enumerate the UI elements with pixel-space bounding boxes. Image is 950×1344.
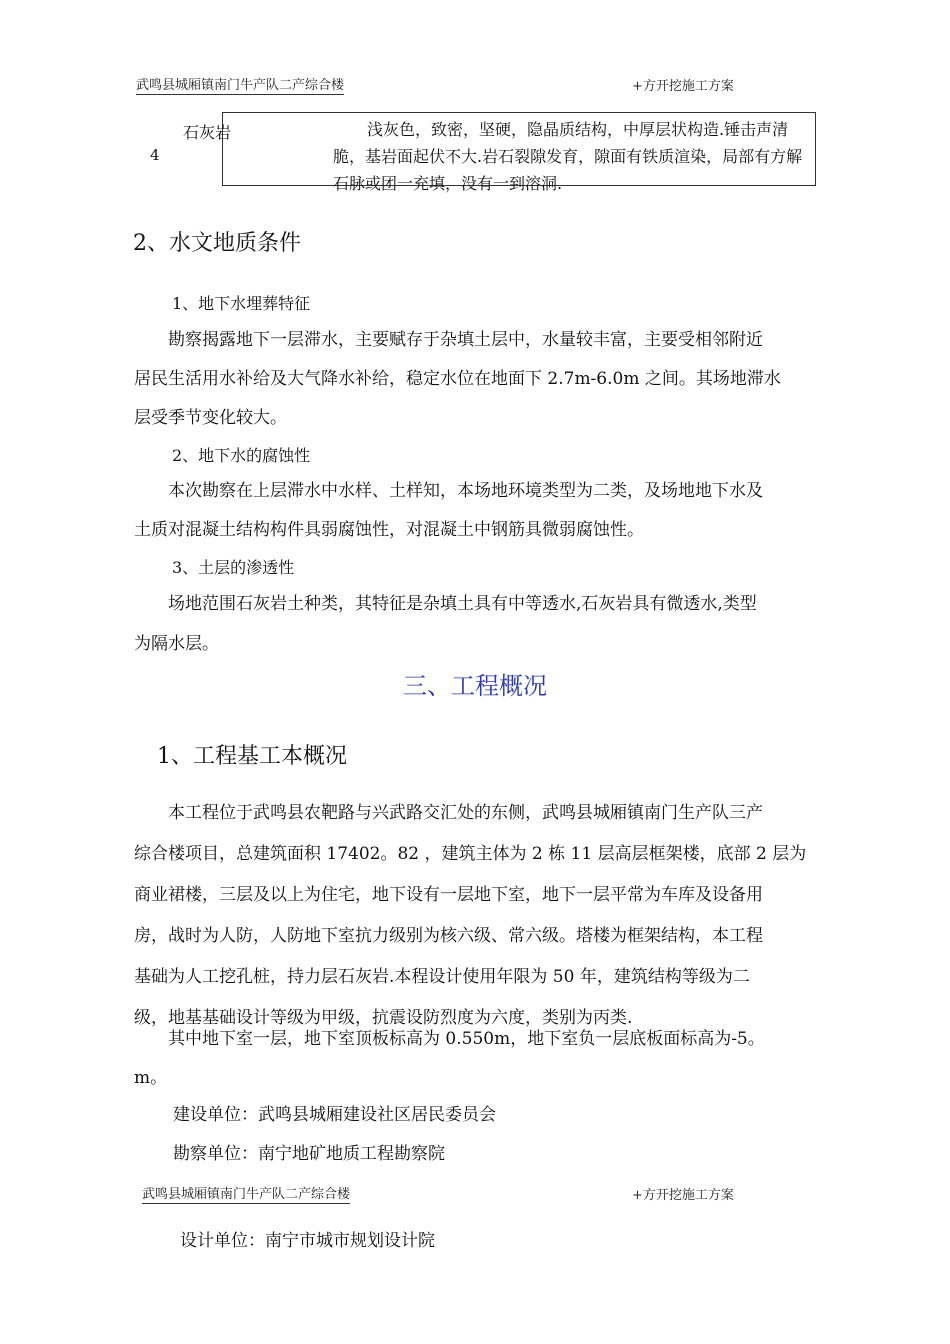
paragraph-line: 商业裙楼，三层及以上为住宅，地下设有一层地下室，地下一层平常为车库及设备用 — [134, 885, 763, 905]
paragraph-line: 本工程位于武鸣县农靶路与兴武路交汇处的东侧，武鸣县城厢镇南门生产队三产 — [134, 803, 763, 823]
overview-paragraph-1 — [134, 793, 824, 1039]
rock-number: 4 — [150, 146, 160, 164]
paragraph-line: 为隔水层。 — [134, 634, 219, 654]
running-header-project: 武鸣县城厢镇南门牛产队二产综合楼 — [142, 1183, 350, 1204]
paragraph-line: 其中地下室一层，地下室顶板标高为 0.550m，地下室负一层底板面标高为-5。 — [134, 1029, 765, 1049]
paragraph-line: 勘察揭露地下一层滞水，主要赋存于杂填土层中，水量较丰富，主要受相邻附近 — [134, 330, 763, 350]
overview-heading: 1、工程基工本概况 — [157, 744, 347, 769]
section-title: 三、工程概况 — [403, 672, 547, 700]
design-unit: 设计单位：南宁市城市规划设计院 — [180, 1231, 435, 1251]
paragraph-line: 层受季节变化较大。 — [134, 408, 287, 428]
paragraph-line: 基础为人工挖孔桩，持力层石灰岩.本程设计使用年限为 50 年，建筑结构等级为二 — [134, 967, 750, 987]
paragraph-line: 居民生活用水补给及大气降水补给，稳定水位在地面下 2.7m-6.0m 之间。其场地滞水 — [134, 369, 781, 389]
hydro-s1-title: 1、地下水埋葬特征 — [172, 294, 311, 313]
rock-description-line: 脆，基岩面起伏不大.岩石裂隙发育，隙面有铁质渲染，局部有方解 — [333, 147, 803, 166]
hydro-s2-paragraph — [134, 472, 824, 550]
paragraph-line: m。 — [134, 1068, 168, 1088]
hydro-heading: 2、水文地质条件 — [133, 231, 301, 256]
rock-description — [333, 116, 819, 197]
hydro-s2-title: 2、地下水的腐蚀性 — [172, 446, 311, 465]
rock-name: 石灰岩 — [183, 123, 232, 142]
running-header-project: 武鸣县城厢镇南门牛产队二产综合楼 — [136, 74, 344, 95]
hydro-s3-title: 3、土层的渗透性 — [172, 558, 295, 577]
hydro-s3-paragraph — [134, 584, 824, 664]
survey-unit: 勘察单位：南宁地矿地质工程勘察院 — [173, 1144, 445, 1164]
paragraph-line: 场地范围石灰岩土种类，其特征是杂填土具有中等透水,石灰岩具有微透水,类型 — [134, 594, 757, 614]
builder-unit: 建设单位：武鸣县城厢建设社区居民委员会 — [173, 1105, 496, 1125]
paragraph-line: 综合楼项目，总建筑面积 17402。82 ，建筑主体为 2 栋 11 层高层框架楼，底部 2 层为 — [134, 844, 807, 864]
running-header-doc-title: +方开挖施工方案 — [632, 79, 734, 94]
paragraph-line: 级，地基基础设计等级为甲级，抗震设防烈度为六度，类别为丙类. — [134, 1008, 633, 1028]
overview-paragraph-2 — [134, 1020, 824, 1098]
running-header-doc-title: +方开挖施工方案 — [632, 1188, 734, 1203]
hydro-s1-paragraph — [134, 321, 824, 438]
paragraph-line: 土质对混凝土结构构件具弱腐蚀性，对混凝土中钢筋具微弱腐蚀性。 — [134, 520, 644, 540]
paragraph-line: 本次勘察在上层滞水中水样、土样知，本场地环境类型为二类，及场地地下水及 — [134, 481, 763, 501]
rock-description-line: 石脉或团一充填，没有一到溶洞. — [333, 174, 563, 193]
rock-description-line: 浅灰色，致密，坚硬，隐晶质结构，中厚层状构造.锤击声清 — [367, 120, 789, 139]
paragraph-line: 房，战时为人防，人防地下室抗力级别为核六级、常六级。塔楼为框架结构，本工程 — [134, 926, 763, 946]
